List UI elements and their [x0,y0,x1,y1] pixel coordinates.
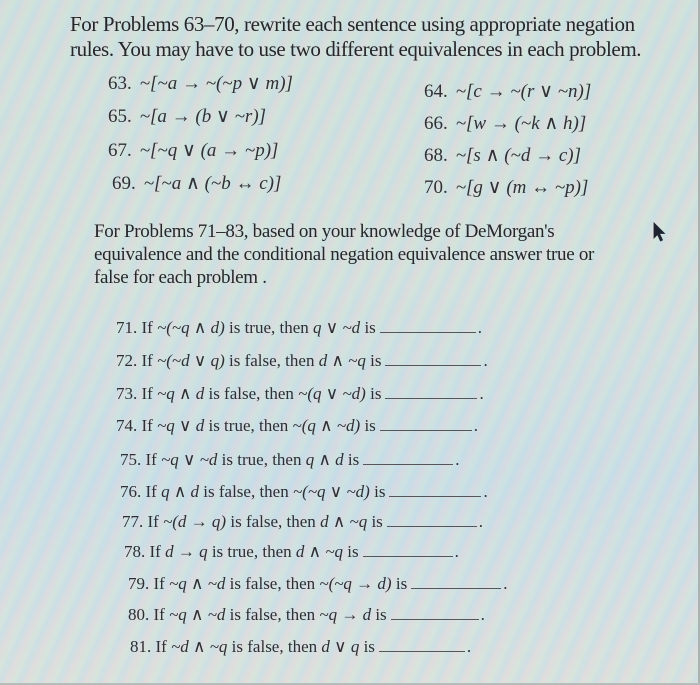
section1-instructions: For Problems 63–70, rewrite each sentence using appropriate negation rules. You may have to use two different equivalences in each problem. [70,12,642,61]
problem-expression: ~[~a ∧ (~b ↔ c)] [143,173,282,194]
is-word: is [395,574,408,593]
conclusion-expression: ~q → d [319,605,372,624]
problem-69 [112,172,281,195]
problem-expression: ~[s ∧ (~d → c)] [455,145,581,166]
problem-75 [120,450,460,470]
if-word: If [141,351,153,370]
premise-expression: ~(~q ∧ d) [157,318,225,337]
if-word: If [153,574,165,593]
problem-number: 76. [120,482,142,501]
is-word: is [370,351,382,370]
problem-64 [424,80,591,103]
condition-text: is false, then [231,637,318,656]
problem-81 [130,637,471,657]
period: . [478,512,484,531]
problem-number: 63. [108,73,132,94]
problem-expression: ~[~a → ~(~p ∨ m)] [139,73,293,94]
problem-number: 71. [116,318,138,337]
problem-number: 67. [108,140,132,161]
premise-expression: d → q [165,542,208,561]
is-word: is [347,450,360,469]
problem-80 [128,605,485,625]
conclusion-expression: d ∧ ~q [318,351,366,370]
problem-number: 75. [120,450,142,469]
answer-blank[interactable] [385,351,481,366]
if-word: If [147,512,159,531]
problem-number: 80. [128,605,150,624]
is-word: is [364,318,376,337]
if-word: If [153,605,165,624]
premise-expression: ~q ∧ ~d [169,574,226,593]
mouse-pointer-icon [653,222,667,242]
period: . [466,637,472,656]
period: . [503,574,508,593]
problem-number: 68. [424,145,448,166]
if-word: If [141,416,153,435]
period: . [483,351,488,370]
problem-74 [116,416,478,436]
problem-78 [124,542,459,562]
condition-text: is false, then [229,351,315,370]
problem-67 [108,139,278,162]
problem-number: 81. [130,637,152,656]
conclusion-expression: d ∧ ~q [295,542,344,561]
condition-text: is false, then [208,384,294,403]
premise-expression: ~q ∧ d [157,384,205,403]
condition-text: is true, then [208,416,289,435]
conclusion-expression: ~(q ∧ ~d) [292,416,361,435]
is-word: is [363,637,375,656]
is-word: is [375,605,387,624]
if-word: If [145,450,157,469]
problem-expression: ~[w → (~k ∧ h)] [455,113,587,134]
condition-text: is true, then [229,318,309,337]
problem-76 [120,482,488,502]
problem-expression: ~[g ∨ (m ↔ ~p)] [455,177,589,198]
premise-expression: ~q ∨ d [157,416,205,435]
problem-63 [108,72,293,95]
conclusion-expression: q ∨ ~d [313,318,361,337]
period: . [473,416,479,435]
premise-expression: ~q ∨ ~d [161,450,218,469]
answer-blank[interactable] [363,450,453,465]
answer-blank[interactable] [379,637,465,652]
problem-73 [116,384,484,404]
condition-text: is false, then [230,512,316,531]
problem-number: 66. [424,113,448,134]
is-word: is [364,416,376,435]
premise-expression: ~q ∧ ~d [169,605,226,624]
problem-expression: ~[~q ∨ (a → ~p)] [139,140,279,161]
answer-blank[interactable] [387,512,477,527]
period: . [454,542,459,561]
if-word: If [141,318,153,337]
problem-number: 65. [108,106,132,127]
problem-number: 69. [112,173,136,194]
conclusion-expression: q ∧ d [305,450,344,469]
problem-68 [424,144,581,167]
conclusion-expression: d ∧ ~q [320,512,368,531]
answer-blank[interactable] [391,605,479,620]
period: . [479,384,484,403]
conclusion-expression: d ∨ q [321,637,360,656]
condition-text: is false, then [229,574,316,593]
condition-text: is false, then [203,482,289,501]
section2-instructions: For Problems 71–83, based on your knowledge of DeMorgan's equivalence and the conditional negation equivalence answer true or false for each problem . [94,221,595,288]
problem-72 [116,351,488,371]
problem-expression: ~[a → (b ∨ ~r)] [139,106,267,127]
is-word: is [371,512,383,531]
if-word: If [141,384,153,403]
problem-number: 70. [424,177,448,198]
condition-text: is true, then [221,450,302,469]
problem-70 [424,176,588,199]
answer-blank[interactable] [411,574,501,589]
conclusion-expression: ~(~q ∨ ~d) [292,482,370,501]
problem-expression: ~[c → ~(r ∨ ~n)] [455,81,592,102]
answer-blank[interactable] [389,482,481,497]
conclusion-expression: ~(~q → d) [319,574,392,593]
problem-number: 77. [122,512,144,531]
if-word: If [149,542,161,561]
problem-number: 79. [128,574,150,593]
problem-66 [424,112,586,135]
condition-text: is false, then [229,605,316,624]
is-word: is [370,384,382,403]
problem-65 [108,105,266,128]
premise-expression: ~d ∧ ~q [171,637,228,656]
is-word: is [374,482,386,501]
period: . [483,482,488,501]
premise-expression: ~(d → q) [163,512,227,531]
answer-blank[interactable] [385,384,477,399]
condition-text: is true, then [211,542,292,561]
answer-blank[interactable] [380,416,472,431]
premise-expression: q ∧ d [161,482,200,501]
problem-79 [128,574,507,594]
problem-number: 78. [124,542,146,561]
problem-number: 64. [424,81,448,102]
problem-number: 72. [116,351,138,370]
premise-expression: ~(~d ∨ q) [157,351,225,370]
is-word: is [347,542,359,561]
problem-77 [122,512,483,532]
period: . [480,605,485,624]
problem-number: 73. [116,384,138,403]
conclusion-expression: ~(q ∨ ~d) [298,384,366,403]
if-word: If [155,637,167,656]
period: . [477,318,483,337]
problem-71 [116,318,482,338]
answer-blank[interactable] [363,542,453,557]
period: . [455,450,460,469]
answer-blank[interactable] [380,318,476,333]
problem-number: 74. [116,416,138,435]
if-word: If [145,482,157,501]
